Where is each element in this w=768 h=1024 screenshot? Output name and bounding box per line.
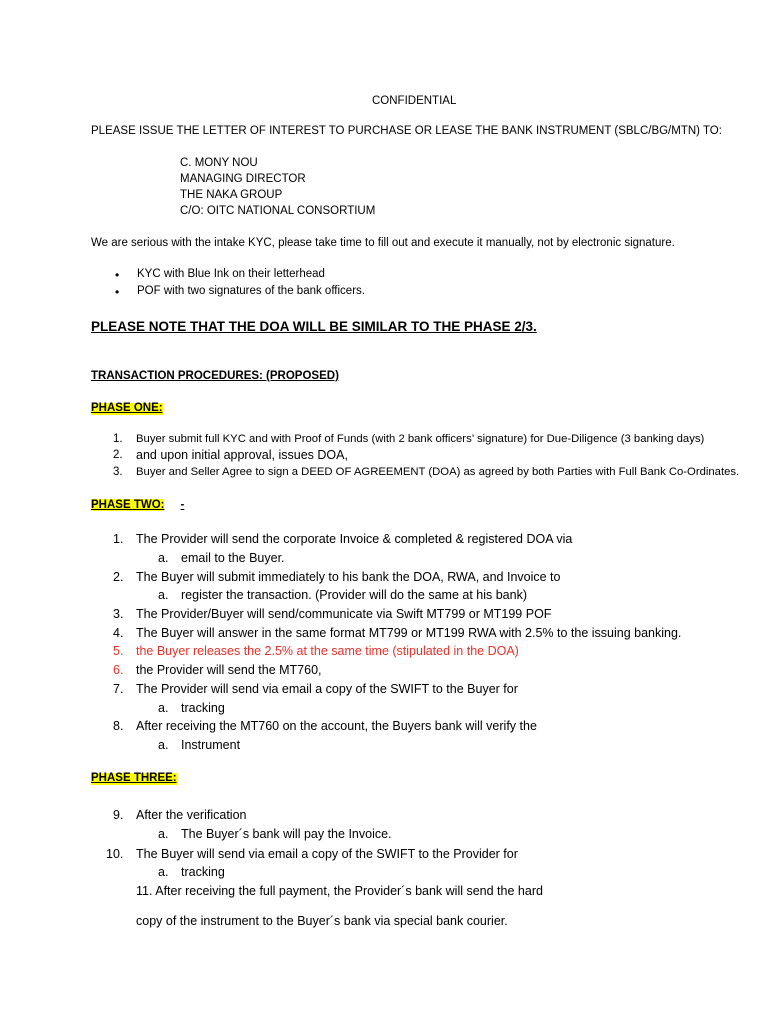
intro-paragraph: PLEASE ISSUE THE LETTER OF INTEREST TO PURCHASE OR LEASE THE BANK INSTRUMENT (SBLC/BG/MTN) TO: [91,125,722,137]
bullet-item: KYC with Blue Ink on their letterhead [137,268,325,280]
sub-marker: a. [158,827,169,841]
list-number: 4. [113,626,124,640]
list-number: 2. [113,570,124,584]
list-number: 9. [113,808,124,822]
sub-marker: a. [158,738,169,752]
list-item: Buyer and Seller Agree to sign a DEED OF AGREEMENT (DOA) as agreed by both Parties with Full Bank Co-Ordinates. [136,466,740,478]
sub-item: tracking [181,701,225,715]
address-line: C. MONY NOU [180,157,258,169]
procedures-heading: TRANSACTION PROCEDURES: (PROPOSED) [91,370,339,382]
list-item: After receiving the MT760 on the account, the Buyers bank will verify the [136,719,537,733]
list-item: The Buyer will submit immediately to his bank the DOA, RWA, and Invoice to [136,570,561,584]
address-line: C/O: OITC NATIONAL CONSORTIUM [180,205,376,217]
list-item: 11. After receiving the full payment, the Provider´s bank will send the hard [136,884,543,898]
doa-note: PLEASE NOTE THAT THE DOA WILL BE SIMILAR TO THE PHASE 2/3. [91,319,537,334]
sub-item: Instrument [181,738,241,752]
phase-three-heading: PHASE THREE: [91,772,177,784]
list-item: The Provider will send via email a copy of the SWIFT to the Buyer for [136,682,518,696]
kyc-note: We are serious with the intake KYC, please take time to fill out and execute it manually, not by electronic signature. [91,237,675,249]
list-item: The Provider will send the corporate Invoice & completed & registered DOA via [136,532,573,546]
list-number: 5. [113,644,124,658]
phase-two-heading-text: PHASE TWO: [91,499,165,511]
list-item-highlighted: the Buyer releases the 2.5% at the same time (stipulated in the DOA) [136,644,519,658]
list-number: 7. [113,682,124,696]
list-item: The Buyer will answer in the same format MT799 or MT199 RWA with 2.5% to the issuing banking. [136,626,682,640]
bullet-icon: • [115,268,120,282]
list-number: 2. [113,449,123,461]
list-item: The Provider/Buyer will send/communicate via Swift MT799 or MT199 POF [136,607,552,621]
address-line: MANAGING DIRECTOR [180,173,306,185]
sub-marker: a. [158,701,169,715]
list-number: 3. [113,466,123,478]
bullet-icon: • [115,285,120,299]
list-item: The Buyer will send via email a copy of the SWIFT to the Provider for [136,847,518,861]
list-item: and upon initial approval, issues DOA, [136,448,348,462]
list-item-continuation: copy of the instrument to the Buyer´s bank via special bank courier. [136,914,508,928]
phase-one-heading: PHASE ONE: [91,402,163,414]
sub-item: tracking [181,865,225,879]
sub-marker: a. [158,588,169,602]
list-number: 6. [113,663,124,677]
sub-marker: a. [158,865,169,879]
sub-item: register the transaction. (Provider will do the same at his bank) [181,588,527,602]
list-number: 1. [113,433,123,445]
list-number: 3. [113,607,124,621]
bullet-item: POF with two signatures of the bank officers. [137,285,365,297]
list-item: After the verification [136,808,247,822]
address-line: THE NAKA GROUP [180,189,283,201]
phase-two-heading [91,500,184,512]
list-number: 1. [113,532,124,546]
sub-item: email to the Buyer. [181,551,285,565]
list-item: the Provider will send the MT760, [136,663,322,677]
list-item: Buyer submit full KYC and with Proof of Funds (with 2 bank officers’ signature) for Due-Diligence (3 banking days) [136,433,705,445]
sub-marker: a. [158,551,169,565]
phase-two-heading-dash: - [180,499,185,511]
list-number: 8. [113,719,124,733]
document-title: CONFIDENTIAL [372,95,457,107]
list-number: 10. [106,847,124,861]
sub-item: The Buyer´s bank will pay the Invoice. [181,827,392,841]
